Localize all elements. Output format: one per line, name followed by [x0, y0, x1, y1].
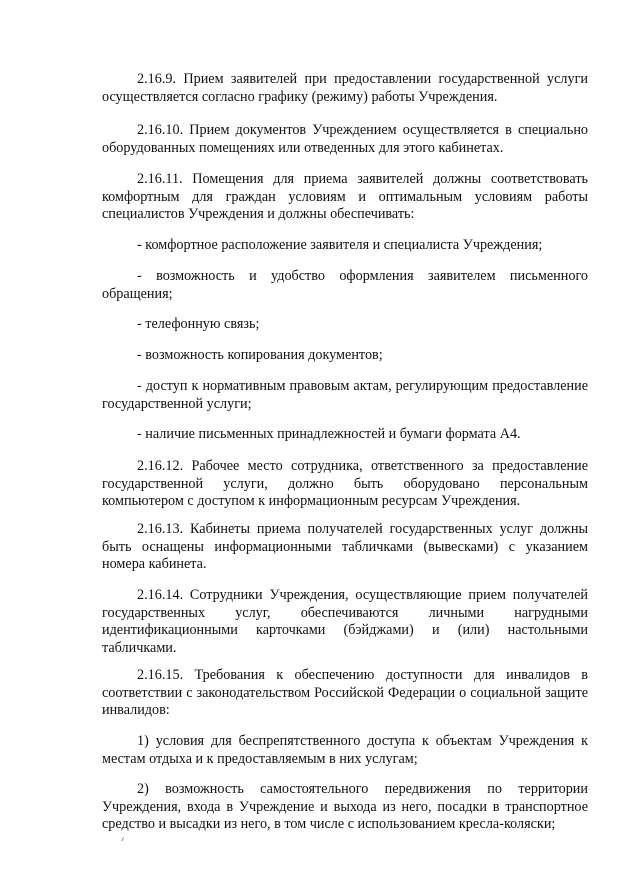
accessibility-item-1: 1) условия для беспрепятственного доступа к объектам Учреждения к местам отдыха и к предоставляемым в них услугам;: [102, 733, 588, 767]
accessibility-item-2: 2) возможность самостоятельного передвижения по территории Учреждения, входа в Учреждение и выхода из него, посадки в транспортное средство и высадки из него, в том числе с использованием кресла-коляски;: [102, 781, 588, 833]
list-item-stationery: - наличие письменных принадлежностей и бумаги формата А4.: [137, 426, 521, 442]
list-item-legal-acts: - доступ к нормативным правовым актам, регулирующим предоставление государственной услуги;: [102, 378, 588, 412]
list-item-written-appeal: - возможность и удобство оформления заявителем письменного обращения;: [102, 268, 588, 302]
list-item-copying: - возможность копирования документов;: [137, 347, 383, 363]
list-item-comfortable-placement: - комфортное расположение заявителя и специалиста Учреждения;: [137, 237, 543, 253]
paragraph-2-16-15: 2.16.15. Требования к обеспечению доступности для инвалидов в соответствии с законодательством Российской Федерации о социальной защите инвалидов:: [102, 667, 588, 719]
paragraph-2-16-9: 2.16.9. Прием заявителей при предоставлении государственной услуги осуществляется согласно графику (режиму) работы Учреждения.: [102, 71, 588, 105]
paragraph-2-16-10: 2.16.10. Прием документов Учреждением осуществляется в специально оборудованных помещениях или отведенных для этого кабинетах.: [102, 122, 588, 156]
paragraph-2-16-13: 2.16.13. Кабинеты приема получателей государственных услуг должны быть оснащены информационными табличками (вывесками) с указанием номера кабинета.: [102, 521, 588, 573]
list-item-telephone: - телефонную связь;: [137, 316, 260, 332]
scan-mark: [121, 837, 126, 842]
paragraph-2-16-14: 2.16.14. Сотрудники Учреждения, осуществляющие прием получателей государственных услуг, обеспечиваются личными нагрудными идентификационными карточками (бэйджами) и (или) настольными табличками.: [102, 587, 588, 656]
paragraph-2-16-12: 2.16.12. Рабочее место сотрудника, ответственного за предоставление государственной услуги, должно быть оборудовано персональным компьютером с доступом к информационным ресурсам Учреждения.: [102, 458, 588, 510]
paragraph-2-16-11: 2.16.11. Помещения для приема заявителей должны соответствовать комфортным для граждан условиям и оптимальным условиям работы специалистов Учреждения и должны обеспечивать:: [102, 171, 588, 223]
